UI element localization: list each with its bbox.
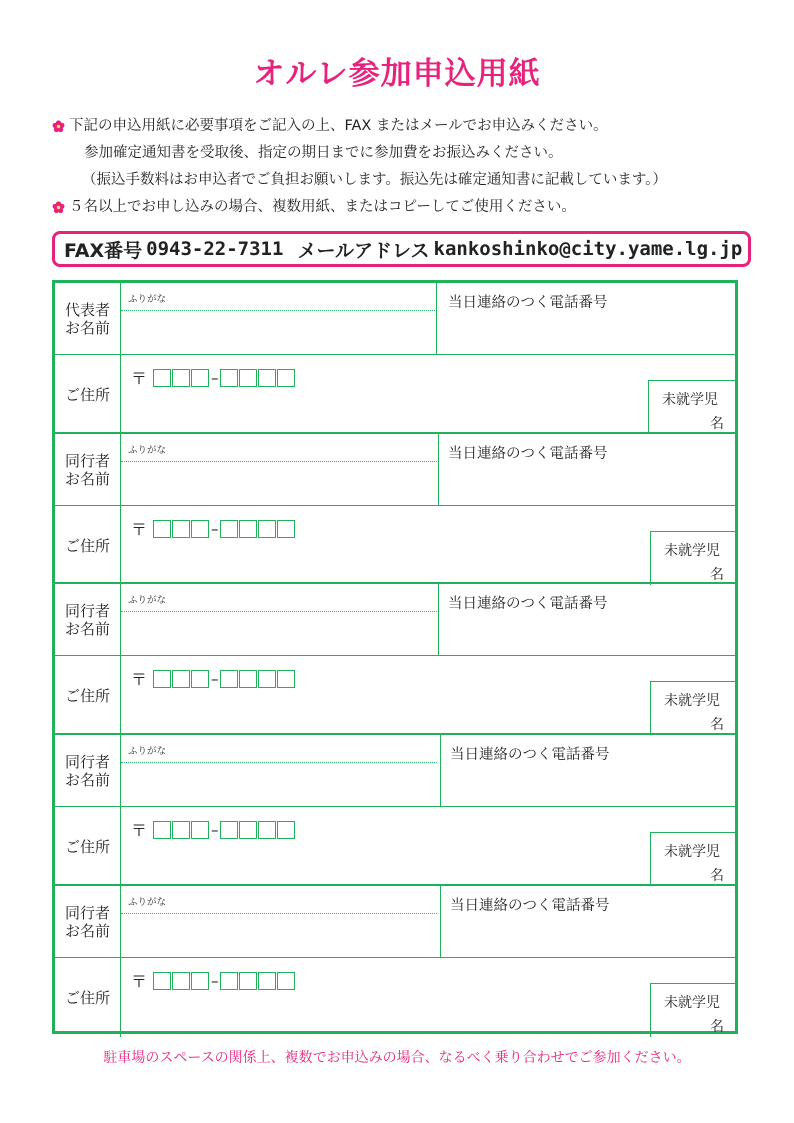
postal-mark: 〒 (131, 520, 148, 539)
address-label: ご住所 (64, 686, 110, 705)
contact-box (52, 231, 751, 267)
instruction-line-3: （振込手数料はお申込者でご負担お願いします。振込先は確定通知書に記載しています。） (82, 172, 667, 188)
furigana-label: ふりがな (128, 746, 167, 757)
name-label: 同行者 お名前 (64, 601, 110, 638)
fax-number: 0943-22-7311 (146, 238, 284, 260)
mail-label: メールアドレス (297, 239, 430, 262)
applicant-block-companion (55, 432, 735, 585)
furigana-line (121, 762, 437, 763)
postal-code-field[interactable]: 〒 – (131, 366, 296, 389)
furigana-line (121, 310, 437, 311)
phone-label: 当日連絡のつく電話番号 (450, 747, 610, 763)
preschool-children-field[interactable]: 未就学児 名 (650, 983, 736, 1037)
applicant-block-representative (55, 283, 735, 434)
postal-code-field[interactable]: 〒 – (131, 969, 296, 992)
address-label: ご住所 (64, 385, 110, 404)
instruction-line-4: ５名以上でお申し込みの場合、複数用紙、またはコピーしてご使用ください。 (69, 199, 576, 215)
phone-label: 当日連絡のつく電話番号 (448, 446, 608, 462)
phone-label: 当日連絡のつく電話番号 (450, 898, 610, 914)
applicant-block-companion (55, 582, 735, 735)
fax-label: FAX番号 (64, 239, 143, 262)
mail-address: kankoshinko@city.yame.lg.jp (433, 238, 743, 260)
page-title: オルレ参加申込用紙 (253, 56, 541, 92)
applicant-block-companion (55, 733, 735, 886)
furigana-label: ふりがな (128, 897, 167, 908)
flower-icon (52, 120, 65, 133)
postal-mark: 〒 (131, 670, 148, 689)
furigana-label: ふりがな (128, 445, 167, 456)
preschool-children-field[interactable]: 未就学児 名 (650, 531, 736, 585)
postal-mark: 〒 (131, 972, 148, 991)
preschool-children-field[interactable]: 未就学児 名 (650, 681, 736, 735)
applicant-block-companion (55, 884, 735, 1037)
postal-mark: 〒 (131, 369, 148, 388)
furigana-label: ふりがな (128, 294, 167, 305)
application-form (52, 280, 738, 1034)
instruction-line-2: 参加確定通知書を受取後、指定の期日までに参加費をお振込みください。 (84, 145, 563, 161)
name-label: 同行者 お名前 (64, 752, 110, 789)
address-label: ご住所 (64, 536, 110, 555)
furigana-line (121, 913, 437, 914)
address-label: ご住所 (64, 988, 110, 1007)
phone-label: 当日連絡のつく電話番号 (448, 295, 608, 311)
phone-label: 当日連絡のつく電話番号 (448, 596, 608, 612)
instructions (52, 113, 667, 221)
address-label: ご住所 (64, 837, 110, 856)
name-label: 同行者 お名前 (64, 451, 110, 488)
furigana-label: ふりがな (128, 595, 167, 606)
postal-code-field[interactable]: 〒 – (131, 667, 296, 690)
name-label: 同行者 お名前 (64, 903, 110, 940)
furigana-line (121, 461, 437, 462)
postal-code-field[interactable]: 〒 – (131, 517, 296, 540)
postal-code-field[interactable]: 〒 – (131, 818, 296, 841)
footer-note: 駐車場のスペースの関係上、複数でお申込みの場合、なるべく乗り合わせでご参加ください。 (103, 1050, 691, 1066)
name-label: 代表者 お名前 (64, 300, 110, 337)
flower-icon (52, 201, 65, 214)
preschool-children-field[interactable]: 未就学児 名 (650, 832, 736, 886)
furigana-line (121, 611, 437, 612)
postal-mark: 〒 (131, 821, 148, 840)
preschool-children-field[interactable]: 未就学児 名 (648, 380, 736, 434)
instruction-line-1: 下記の申込用紙に必要事項をご記入の上、FAX またはメールでお申込みください。 (69, 118, 608, 134)
